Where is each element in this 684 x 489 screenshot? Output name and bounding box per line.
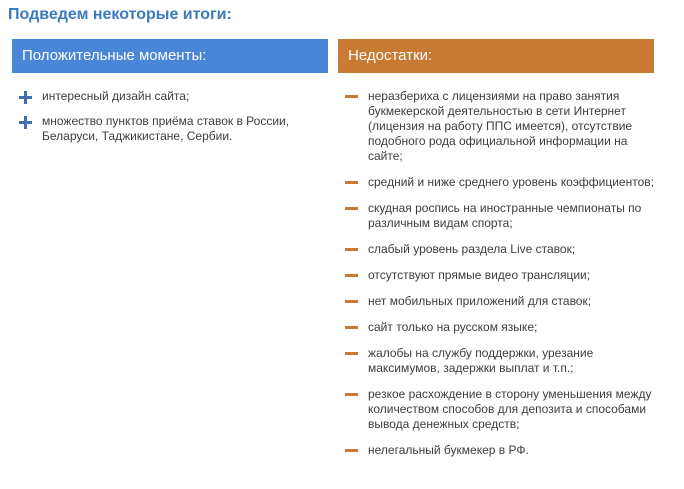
minus-icon xyxy=(345,322,358,335)
list-item-text: жалобы на службу поддержки, урезание максимумов, задержки выплат и т.п.; xyxy=(368,346,594,375)
list-item xyxy=(338,242,654,257)
list-item xyxy=(338,268,654,283)
list-item xyxy=(338,201,654,231)
cons-header: Недостатки: xyxy=(338,39,654,73)
cons-column xyxy=(338,39,654,469)
list-item xyxy=(338,320,654,335)
list-item xyxy=(338,443,654,458)
list-item-text: отсутствуют прямые видео трансляции; xyxy=(368,268,591,282)
list-item xyxy=(12,89,328,104)
minus-icon xyxy=(345,389,358,402)
list-item-text: нелегальный букмекер в РФ. xyxy=(368,443,529,457)
list-item xyxy=(338,294,654,309)
list-item-text: неразбериха с лицензиями на право занятия букмекерской деятельностью в сети Интернет (лицензия на работу ППС имеется), отсутствие подобного рода официальной информации на сайте; xyxy=(368,89,633,163)
list-item-text: скудная роспись на иностранные чемпионаты по различным видам спорта; xyxy=(368,201,642,230)
list-item xyxy=(338,89,654,164)
list-item xyxy=(12,114,328,144)
minus-icon xyxy=(345,244,358,257)
list-item-text: интересный дизайн сайта; xyxy=(42,89,190,103)
plus-icon xyxy=(19,91,32,104)
minus-icon xyxy=(345,445,358,458)
list-item xyxy=(338,175,654,190)
list-item xyxy=(338,346,654,376)
list-item-text: нет мобильных приложений для ставок; xyxy=(368,294,592,308)
minus-icon xyxy=(345,296,358,309)
page-title: Подведем некоторые итоги: xyxy=(8,6,232,23)
list-item-text: множество пунктов приёма ставок в России, Беларуси, Таджикистане, Сербии. xyxy=(42,114,290,143)
minus-icon xyxy=(345,348,358,361)
pros-header: Положительные моменты: xyxy=(12,39,328,73)
minus-icon xyxy=(345,177,358,190)
minus-icon xyxy=(345,91,358,104)
minus-icon xyxy=(345,270,358,283)
list-item-text: слабый уровень раздела Live ставок; xyxy=(368,242,576,256)
cons-list xyxy=(338,89,654,458)
pros-list xyxy=(12,89,328,144)
minus-icon xyxy=(345,203,358,216)
list-item-text: сайт только на русском языке; xyxy=(368,320,538,334)
pros-column xyxy=(12,39,328,154)
list-item-text: резкое расхождение в сторону уменьшения между количеством способов для депозита и способами вывода денежных средств; xyxy=(368,387,652,431)
plus-icon xyxy=(19,116,32,129)
list-item xyxy=(338,387,654,432)
list-item-text: средний и ниже среднего уровень коэффициентов; xyxy=(368,175,654,189)
